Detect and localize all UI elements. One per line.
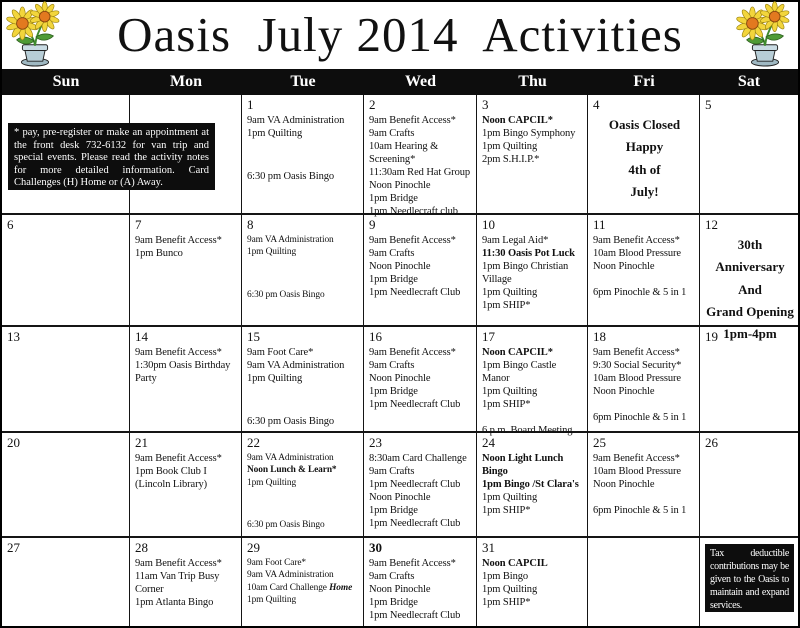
day-cell-29 <box>242 538 364 626</box>
event-line: 9am Benefit Access* <box>369 558 456 569</box>
event-line: 1pm Bridge <box>369 274 418 286</box>
event-line: 8:30am Card Challenge <box>369 453 467 464</box>
event-line: 6:30 pm Oasis Bingo <box>247 416 335 428</box>
day-number: 12 <box>705 217 718 232</box>
day-cell-18 <box>588 327 700 433</box>
day-cell-4 <box>588 95 700 215</box>
event-line: 10am Hearing & Screening* <box>369 141 439 166</box>
day-cell-3 <box>477 95 588 215</box>
event-line: 9am Benefit Access* <box>135 235 222 246</box>
event-line: 11:30 Oasis Pot Luck <box>482 248 575 260</box>
day-number: 4 <box>593 97 600 112</box>
event-line: 1pm Bingo /St Clara's <box>482 479 579 491</box>
day-number: 3 <box>482 97 489 112</box>
day-number: 11 <box>593 217 606 232</box>
day-number: 10 <box>482 217 495 232</box>
event-line: Noon Pinochle <box>369 492 431 504</box>
day-cell-31 <box>477 538 588 626</box>
event-line: 11am Van Trip Busy Corner <box>135 571 220 596</box>
event-line: 1pm Needlecraft Club <box>369 518 461 530</box>
event-line: Noon Pinochle <box>369 261 431 273</box>
day-number: 7 <box>135 217 142 232</box>
day-cell-21 <box>130 433 242 538</box>
day-number: 19 <box>705 329 718 344</box>
day-number: 6 <box>7 217 14 232</box>
day-number: 15 <box>247 329 260 344</box>
event-line: 1pm SHIP* <box>482 399 531 411</box>
event-line: 6pm Pinochle & 5 in 1 <box>593 412 687 424</box>
day-cell-6 <box>2 215 130 327</box>
event-line: July! <box>630 184 659 200</box>
day-cell-30 <box>364 538 477 626</box>
day-cell-26 <box>700 433 798 538</box>
event-line: 1pm Quilting <box>247 595 297 606</box>
weekday-label-sun: Sun <box>52 73 80 90</box>
day-cell-2 <box>364 95 477 218</box>
day-cell-19 <box>700 327 798 433</box>
day-number: 24 <box>482 435 495 450</box>
event-line: 1pm Quilting <box>247 373 303 385</box>
day-cell-8 <box>242 215 364 327</box>
sunflower-icon <box>8 5 62 67</box>
event-line: Noon Pinochle <box>593 386 655 398</box>
event-line: 1pm Quilting <box>482 492 538 504</box>
event-line: 4th of <box>628 161 661 177</box>
day-number: 8 <box>247 217 254 232</box>
day-cell-27 <box>2 538 130 626</box>
event-line: 1pm Quilting <box>247 128 303 140</box>
event-line: 9am Benefit Access* <box>369 115 456 126</box>
day-number: 29 <box>247 540 260 555</box>
event-line: 1pm Quilting <box>482 141 538 153</box>
day-cell-14 <box>130 327 242 433</box>
event-line: Noon Pinochle <box>593 261 655 273</box>
day-number: 30 <box>369 540 382 555</box>
day-cell-13 <box>2 327 130 433</box>
event-line: Noon CAPCIL* <box>482 115 553 126</box>
sunflower-icon <box>738 5 792 67</box>
day-number: 17 <box>482 329 495 344</box>
event-line: 9am Benefit Access* <box>135 347 222 358</box>
event-line: 9am VA Administration <box>247 570 334 581</box>
day-number: 1 <box>247 97 254 112</box>
event-line: Noon Pinochle <box>369 373 431 385</box>
day-number: 25 <box>593 435 606 450</box>
event-line: 1pm Needlecraft Club <box>369 399 461 411</box>
event-line: 1pm Atlanta Bingo <box>135 597 214 609</box>
event-line: 6:30 pm Oasis Bingo <box>247 289 325 300</box>
event-line: 9am Crafts <box>369 571 415 583</box>
event-line: 9am VA Administration <box>247 453 334 463</box>
day-cell-1 <box>242 95 364 215</box>
event-line: Happy <box>625 139 664 155</box>
day-cell-10 <box>477 215 588 327</box>
event-line: 1pm Bingo Castle Manor <box>482 360 557 385</box>
event-line: 11:30am Red Hat Group <box>369 167 471 179</box>
day-number: 5 <box>705 97 712 112</box>
event-line: 6 p.m. Board Meeting <box>482 425 573 437</box>
event-emphasis: Home <box>329 582 353 593</box>
event-line: 1pm Bingo Christian Village <box>482 261 569 286</box>
day-cell-empty <box>700 538 798 626</box>
event-line: Grand Opening <box>706 304 794 320</box>
event-line: 9am Crafts <box>369 128 415 140</box>
event-line: 10am Card Challenge Home <box>247 582 353 593</box>
day-number: 20 <box>7 435 20 450</box>
weekday-label-tue: Tue <box>290 73 316 90</box>
event-line: Noon CAPCIL <box>482 558 548 569</box>
event-line: 9am Foot Care* <box>247 347 314 358</box>
event-line: Noon Pinochle <box>369 584 431 596</box>
event-line: 10am Blood Pressure <box>593 248 681 260</box>
day-number: 21 <box>135 435 148 450</box>
event-line: And <box>738 281 762 297</box>
day-cell-9 <box>364 215 477 327</box>
weekday-label-thu: Thu <box>518 73 547 90</box>
event-line: 30th Anniversary <box>715 237 785 275</box>
event-line: 6pm Pinochle & 5 in 1 <box>593 287 687 299</box>
event-line: 9am Benefit Access* <box>593 235 680 246</box>
day-cell-5 <box>700 95 798 215</box>
event-line: 9am Benefit Access* <box>369 347 456 358</box>
day-cell-7 <box>130 215 242 327</box>
event-line: 9am Legal Aid* <box>482 235 549 246</box>
event-line: Noon Lunch & Learn* <box>247 465 337 476</box>
day-number: 26 <box>705 435 718 450</box>
day-number: 27 <box>7 540 20 555</box>
event-line: 9am Crafts <box>369 248 415 260</box>
event-line: 1pm Quilting <box>247 477 297 488</box>
event-line: 9am VA Administration <box>247 235 334 245</box>
page-title: Oasis July 2014 Activities <box>117 6 683 62</box>
day-number: 18 <box>593 329 606 344</box>
event-line: (Lincoln Library) <box>135 479 208 491</box>
event-line: 1pm Needlecraft Club <box>369 287 461 299</box>
event-line: Noon Pinochle <box>369 180 431 192</box>
event-line: 6:30 pm Oasis Bingo <box>247 171 335 183</box>
event-line: 9:30 Social Security* <box>593 360 682 372</box>
day-cell-15 <box>242 327 364 433</box>
weekday-label-fri: Fri <box>633 73 655 90</box>
event-line: 1pm Book Club I <box>135 466 207 478</box>
event-line: 9am VA Administration <box>247 360 345 372</box>
event-line: 1pm Bridge <box>369 505 418 517</box>
event-line: 9am Benefit Access* <box>135 453 222 464</box>
weekday-label-sat: Sat <box>737 73 761 90</box>
day-number: 2 <box>369 97 376 112</box>
event-line: 10am Blood Pressure <box>593 466 681 478</box>
day-cell-empty <box>588 538 700 626</box>
day-cell-22 <box>242 433 364 538</box>
event-line: 9am Benefit Access* <box>593 453 680 464</box>
event-line: Noon Light Lunch Bingo <box>482 453 564 478</box>
event-line: 1pm Bridge <box>369 597 418 609</box>
weekday-label-wed: Wed <box>404 73 437 90</box>
day-cell-23 <box>364 433 477 538</box>
event-line: 1pm Needlecraft Club <box>369 479 461 491</box>
event-line: Noon Pinochle <box>593 479 655 491</box>
day-number: 22 <box>247 435 260 450</box>
event-line: 9am VA Administration <box>247 115 345 126</box>
event-line: 1pm-4pm <box>723 326 777 342</box>
event-line: 1pm Quilting <box>482 386 538 398</box>
day-number: 13 <box>7 329 20 344</box>
day-number: 16 <box>369 329 382 344</box>
event-line: 1pm Bingo <box>482 571 529 583</box>
event-line: 1pm Quilting <box>247 247 297 258</box>
day-number: 14 <box>135 329 148 344</box>
event-line: 1pm Quilting <box>482 584 538 596</box>
day-number: 23 <box>369 435 382 450</box>
event-line: 6:30 pm Oasis Bingo <box>247 520 325 531</box>
event-line: 9am Crafts <box>369 466 415 478</box>
event-line: 1pm Bunco <box>135 248 183 260</box>
event-line: 9am Benefit Access* <box>135 558 222 569</box>
event-line: 9am Benefit Access* <box>369 235 456 246</box>
day-cell-28 <box>130 538 242 626</box>
day-number: 28 <box>135 540 148 555</box>
day-number: 9 <box>369 217 376 232</box>
event-line: 9am Crafts <box>369 360 415 372</box>
event-line: 9am Benefit Access* <box>593 347 680 358</box>
event-line: 9am Foot Care* <box>247 558 307 568</box>
day-cell-24 <box>477 433 588 538</box>
event-line: 1pm Needlecraft club <box>369 206 458 218</box>
weekday-bar <box>2 69 798 95</box>
day-cell-20 <box>2 433 130 538</box>
event-line: 10am Blood Pressure <box>593 373 681 385</box>
event-line: 6pm Pinochle & 5 in 1 <box>593 505 687 517</box>
event-line: Oasis Closed <box>608 117 681 132</box>
day-cell-25 <box>588 433 700 538</box>
event-line: 1pm SHIP* <box>482 597 531 609</box>
title-bar <box>2 2 798 69</box>
day-cell-17 <box>477 327 588 437</box>
info-note-box: * pay, pre-register or make an appointment at the front desk 732-6132 for van trip and special events. Please read the activity notes for more detailed information. Card Challenges (H) Home or (A) Away. <box>8 123 215 190</box>
event-line: 1pm Bingo Symphony <box>482 128 576 140</box>
event-line: 1pm Needlecraft Club <box>369 610 461 622</box>
event-line: 1:30pm Oasis Birthday Party <box>135 360 231 385</box>
weekday-label-mon: Mon <box>170 73 202 90</box>
tax-note-box: Tax deductible contributions may be given to the Oasis to maintain and expand services. <box>705 544 794 612</box>
event-line: 1pm SHIP* <box>482 505 531 517</box>
day-cell-16 <box>364 327 477 433</box>
event-line: 1pm SHIP* <box>482 300 531 312</box>
day-cell-11 <box>588 215 700 327</box>
event-line: Noon CAPCIL* <box>482 347 553 358</box>
event-line: 1pm Bridge <box>369 193 418 205</box>
day-number: 31 <box>482 540 495 555</box>
event-line: 2pm S.H.I.P.* <box>482 154 540 166</box>
event-line: 1pm Quilting <box>482 287 538 299</box>
event-line: 1pm Bridge <box>369 386 418 398</box>
